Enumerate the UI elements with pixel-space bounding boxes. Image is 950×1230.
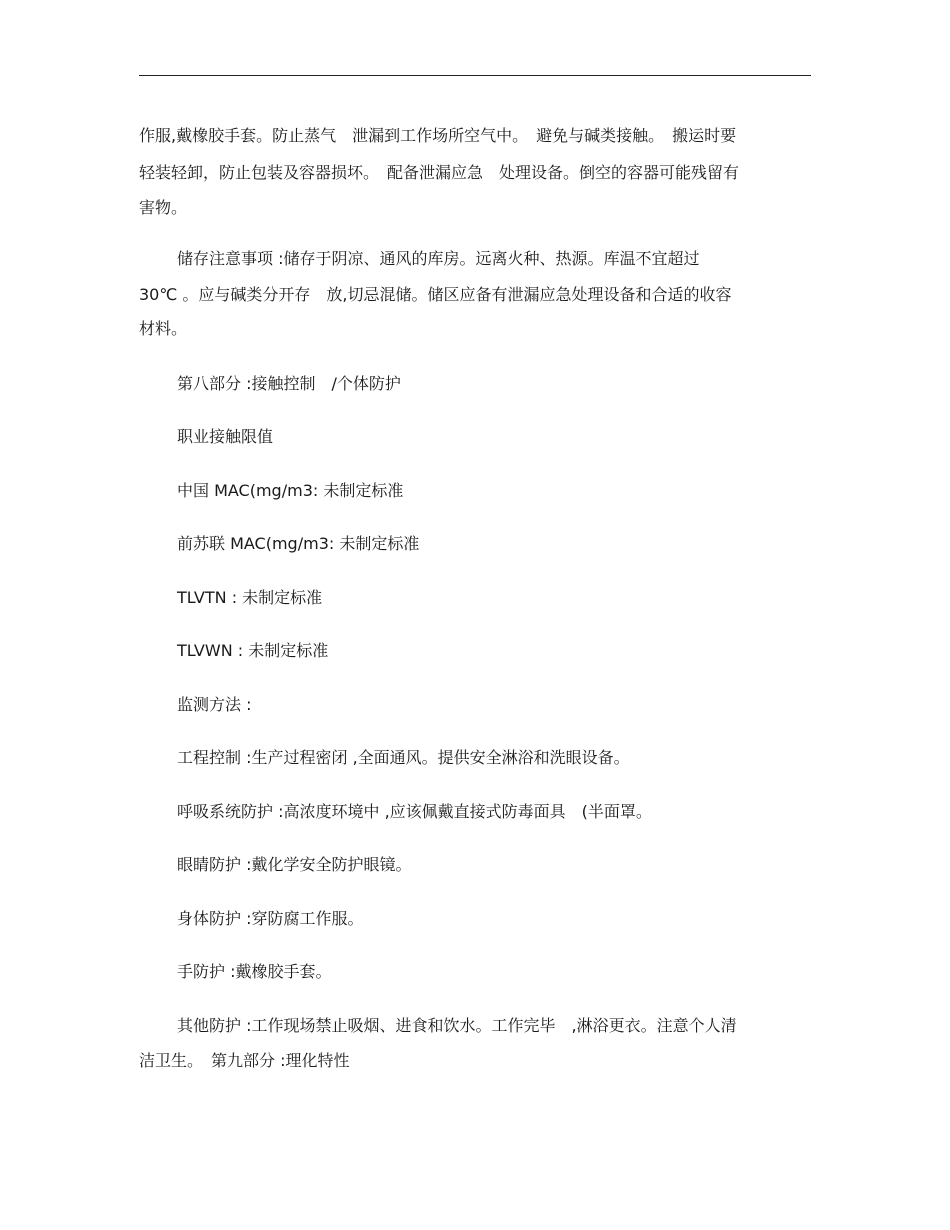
eye-protection: 眼睛防护 :戴化学安全防护眼镜。 (177, 855, 412, 874)
respiratory-protection: 呼吸系统防护 :高浓度环境中 ,应该佩戴直接式防毒面具 (半面罩。 (177, 802, 652, 821)
header-rule (139, 75, 811, 76)
hand-protection: 手防护 :戴橡胶手套。 (177, 962, 332, 981)
body-protection: 身体防护 :穿防腐工作服。 (177, 909, 364, 928)
text-line: 洁卫生。 第九部分 :理化特性 (139, 1051, 350, 1070)
limit-ussr-mac: 前苏联 MAC(mg/m3: 未制定标准 (177, 534, 420, 553)
text-line: 30℃ 。应与碱类分开存 放,切忌混储。储区应备有泄漏应急处理设备和合适的收容 (139, 285, 732, 304)
limit-china-mac: 中国 MAC(mg/m3: 未制定标准 (177, 481, 404, 500)
subheading-exposure-limits: 职业接触限值 (177, 427, 274, 446)
limit-tlvwn: TLVWN : 未制定标准 (177, 641, 329, 660)
text-line: 害物。 (139, 198, 188, 217)
text-line: 其他防护 :工作现场禁止吸烟、进食和饮水。工作完毕 ,淋浴更衣。注意个人清 (177, 1016, 737, 1035)
text-line: 作服,戴橡胶手套。防止蒸气 泄漏到工作场所空气中。 避免与碱类接触。 搬运时要 (139, 126, 737, 145)
limit-tlvtn: TLVTN : 未制定标准 (177, 588, 323, 607)
text-line: 材料。 (139, 319, 188, 338)
text-line: 储存注意事项 :储存于阴凉、通风的库房。远离火种、热源。库温不宜超过 (177, 249, 700, 268)
monitoring-method: 监测方法 : (177, 695, 252, 714)
text-line: 轻装轻卸，防止包装及容器损坏。 配备泄漏应急 处理设备。倒空的容器可能残留有 (139, 163, 740, 182)
engineering-control: 工程控制 :生产过程密闭 ,全面通风。提供安全淋浴和洗眼设备。 (177, 748, 630, 767)
section-heading-part8: 第八部分 :接触控制 /个体防护 (177, 374, 401, 393)
